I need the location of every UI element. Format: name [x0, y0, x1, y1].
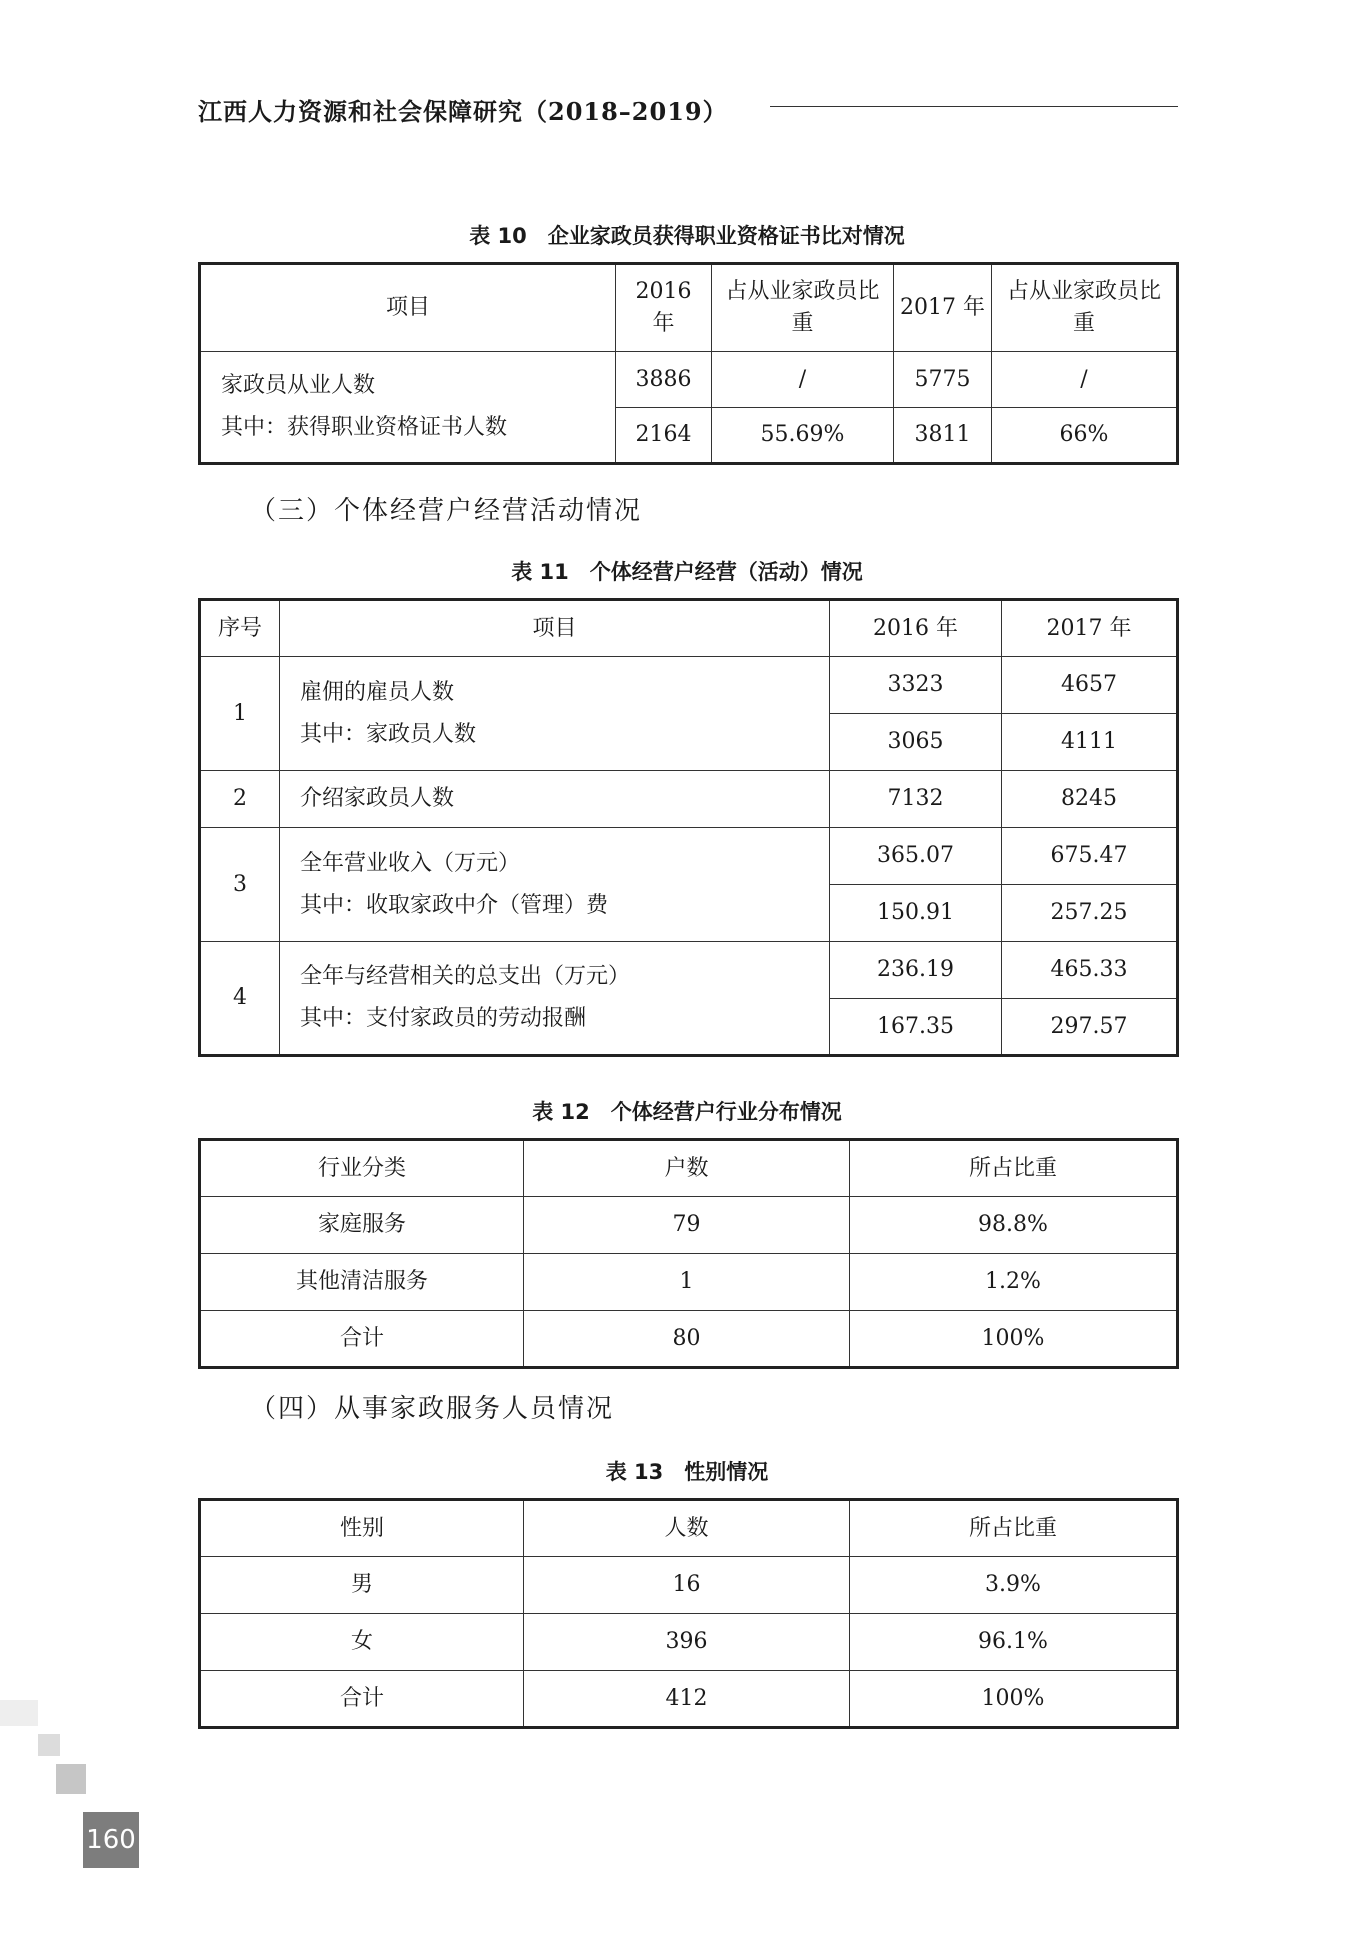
table-cell: /: [992, 352, 1178, 408]
table-cell: 3323: [830, 657, 1002, 714]
table11-item-cell: [280, 942, 830, 1056]
table11-header-row: [200, 600, 1178, 657]
table-cell: 16: [524, 1557, 850, 1614]
table10-header-item: 项目: [200, 264, 616, 352]
table-cell: 167.35: [830, 999, 1002, 1056]
table13-header-gender: 性别: [200, 1500, 524, 1557]
table-cell: 100%: [850, 1311, 1178, 1368]
table-cell: 465.33: [1002, 942, 1178, 999]
table-cell: 1.2%: [850, 1254, 1178, 1311]
page-number: 160: [83, 1812, 139, 1868]
section-heading-3: （三）个体经营户经营活动情况: [250, 496, 643, 526]
table11-item-label: 雇佣的雇员人数: [300, 679, 455, 705]
table10: [198, 262, 1179, 465]
table-row: [200, 1671, 1178, 1728]
table11-item-label: 介绍家政员人数: [280, 771, 830, 828]
table10-header-2017: 2017 年: [894, 264, 992, 352]
table11-item-label: 其中：家政员人数: [300, 721, 477, 747]
table-cell: 412: [524, 1671, 850, 1728]
table11: [198, 598, 1179, 1057]
table-cell: 合计: [200, 1311, 524, 1368]
table11-item-label: 全年与经营相关的总支出（万元）: [300, 964, 631, 989]
table11-item-cell: [280, 828, 830, 942]
table-cell: 55.69%: [712, 408, 894, 464]
table-cell: 675.47: [1002, 828, 1178, 885]
table11-item-label: 全年营业收入（万元）: [300, 850, 521, 876]
table-cell: 66%: [992, 408, 1178, 464]
table-cell: 3065: [830, 714, 1002, 771]
table10-header-row: [200, 264, 1178, 352]
table-cell: 150.91: [830, 885, 1002, 942]
table13-header-count: 人数: [524, 1500, 850, 1557]
table-cell: 3.9%: [850, 1557, 1178, 1614]
table11-item-cell: [280, 657, 830, 771]
table10-row-label: 其中：获得职业资格证书人数: [221, 415, 508, 440]
table-cell: /: [712, 352, 894, 408]
table-cell: 4657: [1002, 657, 1178, 714]
table-cell: 100%: [850, 1671, 1178, 1728]
table11-header-item: 项目: [280, 600, 830, 657]
table11-header-2016: 2016 年: [830, 600, 1002, 657]
table-row: [200, 771, 1178, 828]
table-cell: 4111: [1002, 714, 1178, 771]
table-cell: 96.1%: [850, 1614, 1178, 1671]
table-cell: 其他清洁服务: [200, 1254, 524, 1311]
table13-header-row: [200, 1500, 1178, 1557]
table10-header-ratio-2017: 占从业家政员比重: [992, 264, 1178, 352]
table-row: [200, 1557, 1178, 1614]
table10-item-cell: [200, 352, 616, 464]
table10-header-2016: 2016 年: [616, 264, 712, 352]
section-heading-4: （四）从事家政服务人员情况: [250, 1394, 615, 1424]
table-row: [200, 828, 1178, 885]
table-cell: 257.25: [1002, 885, 1178, 942]
table12-header-share: 所占比重: [850, 1140, 1178, 1197]
table12-header-category: 行业分类: [200, 1140, 524, 1197]
table-row: [200, 1311, 1178, 1368]
table11-row-number: 4: [200, 942, 280, 1056]
table-cell: 3886: [616, 352, 712, 408]
table-row: [200, 942, 1178, 999]
table11-header-2017: 2017 年: [1002, 600, 1178, 657]
table10-row-label: 家政员从业人数: [221, 373, 376, 398]
table12-header-count: 户数: [524, 1140, 850, 1197]
table11-item-label: 其中：支付家政员的劳动报酬: [300, 1006, 587, 1031]
table-row: [200, 657, 1178, 714]
table-cell: 8245: [1002, 771, 1178, 828]
table-row: [200, 1254, 1178, 1311]
table-cell: 3811: [894, 408, 992, 464]
running-header: 江西人力资源和社会保障研究（2018–2019）: [198, 97, 728, 126]
table-cell: 1: [524, 1254, 850, 1311]
table-cell: 396: [524, 1614, 850, 1671]
table-cell: 女: [200, 1614, 524, 1671]
table11-caption: 表 11 个体经营户经营（活动）情况: [511, 560, 863, 584]
table13: [198, 1498, 1179, 1729]
table-row: [200, 352, 1178, 408]
table-cell: 家庭服务: [200, 1197, 524, 1254]
table-cell: 男: [200, 1557, 524, 1614]
table-cell: 79: [524, 1197, 850, 1254]
table13-caption: 表 13 性别情况: [605, 1460, 769, 1484]
table-cell: 297.57: [1002, 999, 1178, 1056]
corner-decoration: [56, 1764, 86, 1794]
table-row: [200, 1197, 1178, 1254]
table-cell: 合计: [200, 1671, 524, 1728]
table12-caption: 表 12 个体经营户行业分布情况: [532, 1100, 842, 1124]
table-row: [200, 1614, 1178, 1671]
table-cell: 98.8%: [850, 1197, 1178, 1254]
corner-decoration: [0, 1700, 38, 1726]
corner-decoration: [38, 1734, 60, 1756]
table13-header-share: 所占比重: [850, 1500, 1178, 1557]
header-rule: [770, 106, 1178, 107]
table11-row-number: 1: [200, 657, 280, 771]
table10-header-ratio-2016: 占从业家政员比重: [712, 264, 894, 352]
table11-row-number: 2: [200, 771, 280, 828]
table-cell: 2164: [616, 408, 712, 464]
table11-row-number: 3: [200, 828, 280, 942]
table11-header-no: 序号: [200, 600, 280, 657]
table12-header-row: [200, 1140, 1178, 1197]
table10-caption: 表 10 企业家政员获得职业资格证书比对情况: [469, 224, 905, 248]
table-cell: 236.19: [830, 942, 1002, 999]
table-cell: 7132: [830, 771, 1002, 828]
table-cell: 365.07: [830, 828, 1002, 885]
table-cell: 5775: [894, 352, 992, 408]
table11-item-label: 其中：收取家政中介（管理）费: [300, 892, 609, 918]
table12: [198, 1138, 1179, 1369]
table-cell: 80: [524, 1311, 850, 1368]
